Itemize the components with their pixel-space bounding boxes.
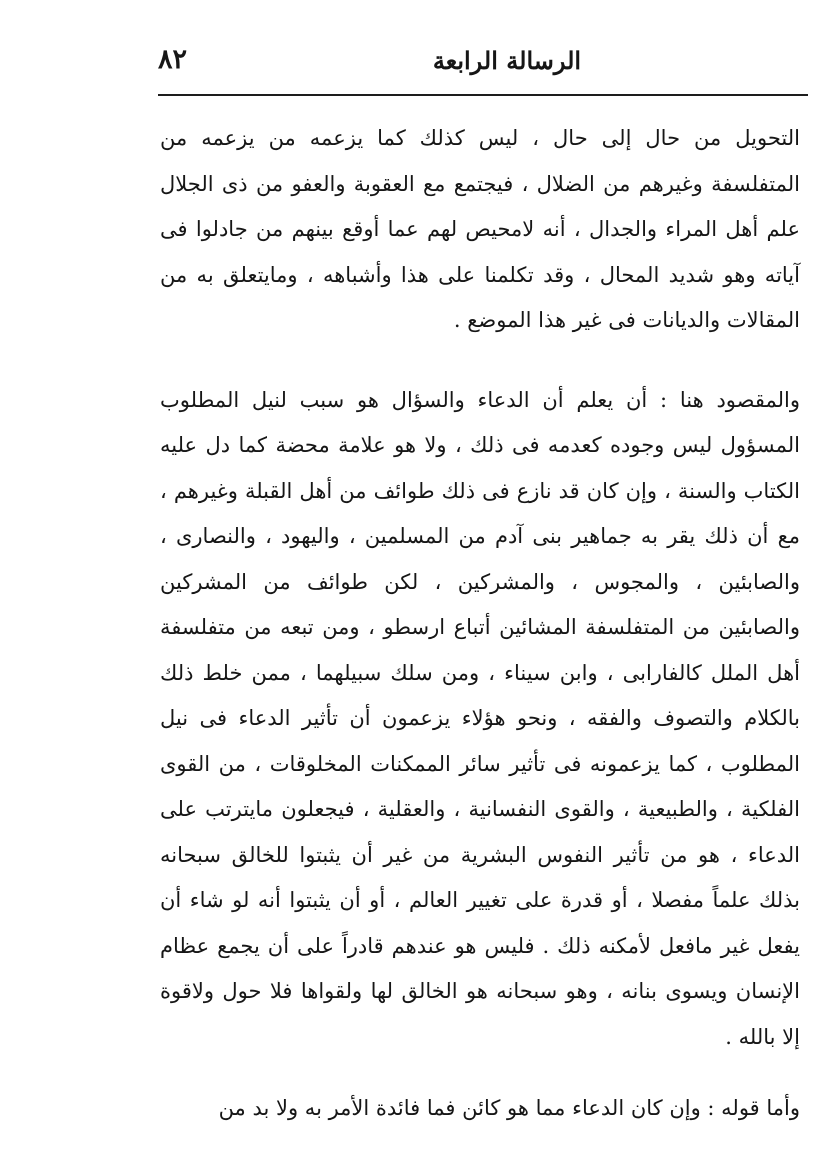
running-title: الرسالة الرابعة [432, 46, 582, 75]
page-number: ٨٢ [158, 44, 188, 75]
paragraph-2: والمقصود هنا : أن يعلم أن الدعاء والسؤال هو سبب لنيل المطلوب المسؤول ليس وجوده كعدمه فى ذلك ، ولا هو علامة محضة كما دل عليه الكتاب والسنة ، وإن كان قد نازع فى ذلك طوائف من أهل القبلة وغيرهم ، مع أن ذلك يقر به جماهير بنى آدم من المسلمين ، واليهود ، والنصارى ، والصابئين ، والمجوس ، والمشركين ، لكن طوائف من المشركين والصابئين من المتفلسفة المشائين أتباع ارسطو ، ومن تبعه من متفلسفة أهل الملل كالفارابى ، وابن سيناء ، ومن سلك سبيلهما ، ممن خلط ذلك بالكلام والتصوف والفقه ، ونحو هؤلاء يزعمون أن تأثير الدعاء فى نيل المطلوب ، كما يزعمونه فى تأثير سائر الممكنات المخلوقات ، من القوى الفلكية ، والطبيعية ، والقوى النفسانية ، والعقلية ، فيجعلون مايترتب على الدعاء ، هو من تأثير النفوس البشرية من غير أن يثبتوا للخالق سبحانه بذلك علماً مفصلا ، أو قدرة على تغيير العالم ، أو أن يثبتوا أنه لو شاء أن يفعل غير مافعل لأمكنه ذلك . فليس هو عندهم قادراً على أن يجمع عظام الإنسان ويسوى بنانه ، وهو سبحانه هو الخالق لها ولقواها فلا حول ولاقوة إلا بالله . [160, 387, 800, 1049]
body-text [160, 116, 800, 1132]
header-rule [158, 94, 808, 96]
paragraph-3: وأما قوله : وإن كان الدعاء مما هو كائن فما فائدة الأمر به ولا بد من [218, 1096, 800, 1120]
page-header [158, 42, 808, 88]
paragraph-1: التحويل من حال إلى حال ، ليس كذلك كما يزعمه من يزعمه من المتفلسفة وغيرهم من الضلال ، فيجتمع مع العقوبة والعفو من ذى الجلال علم أهل المراء والجدال ، أنه لامحيص لهم عما أوقع بينهم من جادلوا فى آياته وهو شديد المحال ، وقد تكلمنا على هذا وأشباهه ، ومايتعلق به من المقالات والديانات فى غير هذا الموضع . [160, 126, 800, 332]
